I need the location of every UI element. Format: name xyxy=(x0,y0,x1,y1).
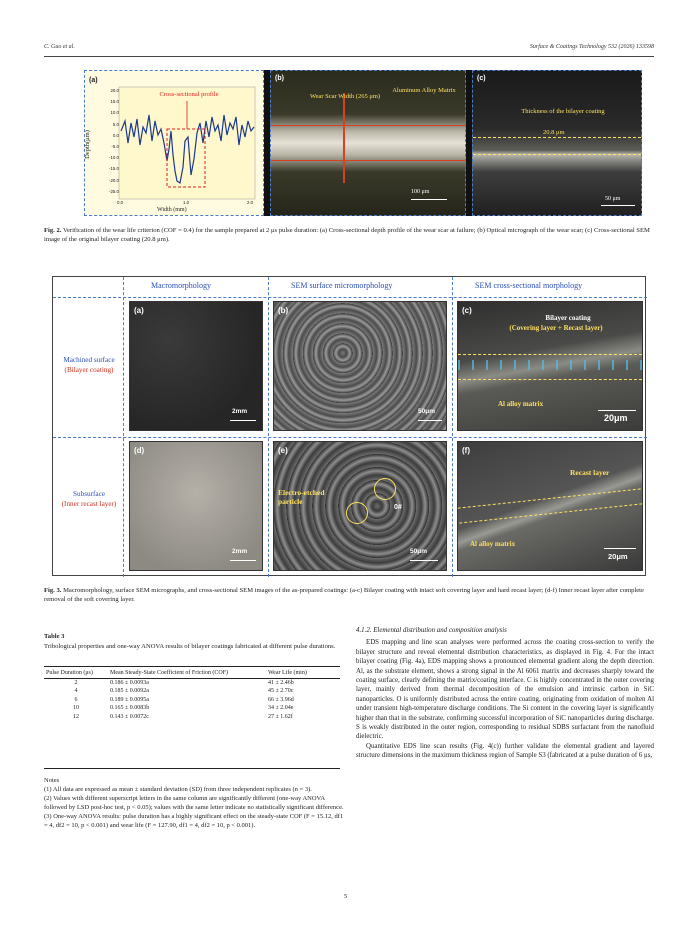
table-row xyxy=(44,713,340,721)
fig2b-aluminum-label: Aluminum Alloy Matrix xyxy=(392,87,456,94)
particle-circle xyxy=(346,502,368,524)
fig2-caption-label: Fig. 2. xyxy=(44,227,62,234)
table-header-row xyxy=(44,668,340,679)
table-row xyxy=(44,696,340,704)
fig3f-label: (f) xyxy=(462,446,470,455)
ytick: 15.0 xyxy=(110,99,119,105)
fig3a-scale-text: 2mm xyxy=(232,408,248,415)
fig2b-scalebar xyxy=(411,199,447,200)
fig2-panel-c-sem-cross-section xyxy=(472,70,642,216)
table-cell: 10 xyxy=(73,705,79,712)
paragraph: Quantitative EDS line scan results (Fig. 4(c)) further validate the elemental gradient and layered structure dimensions in the maximum thickness region of Sample S3 (fabricated at a pulse duration of 6 μs, xyxy=(356,742,654,760)
fig2c-label: (c) xyxy=(477,75,486,82)
fig2c-scale-text: 50 μm xyxy=(605,196,621,202)
fig3d-label: (d) xyxy=(134,446,145,455)
figure-2 xyxy=(84,70,642,216)
table-cell: 0.165 ± 0.0083b xyxy=(110,705,150,712)
fig3d-scalebar xyxy=(230,560,256,561)
col-header: Mean Steady-State Coefficient of Friction (COF) xyxy=(110,670,229,676)
fig3e-sem-surface-image xyxy=(273,441,447,571)
fig3e-mark: 0# xyxy=(394,504,402,511)
ytick: -10.0 xyxy=(108,155,119,161)
table-cell: 0.143 ± 0.0072c xyxy=(110,713,149,720)
fig3-divider xyxy=(53,297,647,298)
fig3-caption-label: Fig. 3. xyxy=(44,587,62,594)
fig3d-scale-text: 2mm xyxy=(232,548,248,555)
table-cell: 0.189 ± 0.0095a xyxy=(110,696,149,703)
fig3a-macro-image xyxy=(129,301,263,431)
fig2-caption xyxy=(44,226,656,244)
fig3e-label: (e) xyxy=(278,446,288,455)
table-cell: 0.185 ± 0.0092a xyxy=(110,688,149,695)
table3-label: Table 3 xyxy=(44,633,65,640)
fig2c-scalebar xyxy=(601,205,635,206)
paragraph: EDS mapping and line scan analyses were performed across the coating cross-section to verify the bilayer structure and reveal elemental distribution characteristics, as displayed in Fig. 4. For the intact bilayer coating (Fig. 4a), EDS mapping shows a pronounced elemental gradient along the depth direction. Al, as the substrate element, shows a strong signal in the Al 6061 matrix and decreases sharply toward the coating surface, clearly defining the matrix/coating interface. C is highly concentrated in the outer covering layer, mainly derived from thermal decomposition of the emulsion and intrinsic carbon in SiC nanoparticles. O is uniformly distributed across the entire coating, originating from oxidation of molten Al under transient high-temperature discharge conditions. The Si content in the covering layer is significantly higher than that in the substrate, confirming successful incorporation of SiC nanoparticles during discharge. S is weakly distributed in the outer region, corresponding to residual SDBS surfactant from the nanofluid dielectric. xyxy=(356,639,654,741)
ytick: -15.0 xyxy=(108,166,119,172)
ytick: -5.0 xyxy=(111,144,119,150)
fig3-divider xyxy=(53,437,647,438)
fig3-caption xyxy=(44,586,656,604)
table-rule xyxy=(44,666,340,667)
fig3c-label: (c) xyxy=(462,306,472,315)
note-item: (3) One-way ANOVA results: pulse duration has a highly significant effect on the steady-state COF (F = 15.12, df1 = 4, df2 = 10, p < 0.001) and wear life (F = 127.90, df1 = 4, df2 = 10, p < 0.001). xyxy=(44,813,344,829)
particle-circle xyxy=(374,478,396,500)
fig3-row2-label xyxy=(55,489,123,509)
fig3c-sem-cross-image xyxy=(457,301,643,431)
fig3f-sem-cross-image xyxy=(457,441,643,571)
fig2c-thickness-label: Thickness of the bilayer coating xyxy=(521,108,605,115)
fig2a-label: (a) xyxy=(89,77,98,84)
fig3d-macro-image xyxy=(129,441,263,571)
wear-scar-bounds xyxy=(271,125,465,161)
fig3-col-head-macro: Macromorphology xyxy=(151,281,211,290)
fig3f-recast-bounds xyxy=(458,488,643,523)
table-cell: 45 ± 2.70c xyxy=(268,688,294,695)
running-header-journal: Surface & Coatings Technology 532 (2026) 133598 xyxy=(529,44,654,50)
fig2a-xtick: 1.0 xyxy=(183,200,190,205)
ytick: -20.0 xyxy=(108,177,119,183)
fig3c-scalebar xyxy=(598,410,636,411)
table-cell: 6 xyxy=(74,696,78,703)
fig2c-thickness-value: 20.8 μm xyxy=(543,129,565,136)
ytick: 5.0 xyxy=(112,121,119,127)
table-cell: 12 xyxy=(73,713,79,720)
fig3c-layer-markers xyxy=(458,360,642,370)
fig2a-ylabel: Depth(μm) xyxy=(83,130,91,159)
running-header-authors: C. Guo et al. xyxy=(44,44,75,50)
fig2b-wear-scar-label: Wear Scar Width (265 μm) xyxy=(309,93,381,100)
table-cell: 27 ± 1.62f xyxy=(268,713,293,720)
table-cell: 34 ± 2.04e xyxy=(268,705,294,712)
fig3c-title: Bilayer coating xyxy=(545,314,591,322)
fig2c-coating-bounds xyxy=(473,137,641,155)
fig3c-sub: (Covering layer + Recast layer) xyxy=(509,324,603,332)
fig3-divider xyxy=(452,277,453,577)
table-row xyxy=(44,687,340,695)
fig3-divider xyxy=(268,277,269,577)
fig3c-matrix-label: Al alloy matrix xyxy=(498,400,544,408)
fig2a-xtick: 0.0 xyxy=(117,200,124,205)
fig3a-label: (a) xyxy=(134,306,144,315)
fig3-col-head-sem-surface: SEM surface micromorphology xyxy=(291,281,393,290)
fig3f-matrix-label: Al alloy matrix xyxy=(470,540,516,548)
col-header: Pulse Duration (μs) xyxy=(46,670,93,676)
fig2-panel-a-depth-profile xyxy=(84,70,264,216)
ytick: -25.0 xyxy=(108,188,119,194)
ytick: 20.0 xyxy=(110,88,119,93)
fig3b-label: (b) xyxy=(278,306,289,315)
section-heading: 4.1.2. Elemental distribution and composition analysis xyxy=(356,627,507,634)
fig2-caption-text: Verification of the wear life criterion (COF = 0.4) for the sample prepared at 2 μs pulse duration: (a) Cross-sectional depth profile of the wear scar at failure; (b) Optical micrograph of the wear scar; (c) Cross-sectional SEM image of the original bilayer coating (20.8 μm). xyxy=(44,227,650,244)
fig3c-scale-text: 20μm xyxy=(604,413,628,423)
table-cell: 4 xyxy=(74,688,78,695)
fig2a-annotation: Cross-sectional profile xyxy=(159,91,219,98)
fig2a-xtick: 2.0 xyxy=(247,200,254,205)
table-row xyxy=(44,704,340,712)
fig2b-label: (b) xyxy=(275,75,284,82)
page-number: 5 xyxy=(344,893,348,900)
fig3-divider xyxy=(123,277,124,577)
fig2a-yticks xyxy=(97,85,119,197)
row1-sub: (Bilayer coating) xyxy=(64,366,114,374)
fig2a-xlabel: Width (mm) xyxy=(157,207,187,213)
table3-notes xyxy=(44,776,344,830)
section-4-1-2 xyxy=(356,626,654,761)
fig3f-scale-text: 20μm xyxy=(608,552,628,561)
fig3-caption-text: Macromorphology, surface SEM micrographs, and cross-sectional SEM images of the as-prepared coatings: (a-c) Bilayer coating with intact soft covering layer and hard recast layer; (d-f) Inner recast layer after complete removal of the soft covering layer. xyxy=(44,587,644,604)
fig2b-scale-text: 100 μm xyxy=(411,189,430,195)
fig3-row1-label xyxy=(55,355,123,375)
note-item: (1) All data are expressed as mean ± standard deviation (SD) from three independent replicates (n = 3). xyxy=(44,786,312,793)
fig3e-scale-text: 50μm xyxy=(410,548,427,555)
fig2-panel-b-optical-micrograph xyxy=(270,70,466,216)
table-rule xyxy=(44,768,340,769)
wear-scar-arrow xyxy=(343,93,345,183)
col-header: Wear Life (min) xyxy=(268,670,307,676)
row1-title: Machined surface xyxy=(63,356,115,364)
notes-title: Notes xyxy=(44,777,60,784)
fig3-col-head-sem-cross: SEM cross-sectional morphology xyxy=(475,281,583,290)
header-rule xyxy=(44,56,654,57)
table-row xyxy=(44,679,340,688)
fig3b-sem-surface-image xyxy=(273,301,447,431)
fig3f-scalebar xyxy=(604,548,636,549)
table-cell: 41 ± 2.46b xyxy=(268,680,294,686)
fig3b-scale-text: 50μm xyxy=(418,408,435,415)
table-cell: 2 xyxy=(74,680,78,686)
row2-title: Subsurface xyxy=(73,490,105,498)
ytick: 10.0 xyxy=(110,110,119,116)
fig3e-particle-label: Electro-etched particle xyxy=(278,488,325,506)
table3-title: Tribological properties and one-way ANOVA results of bilayer coatings fabricated at different pulse durations. xyxy=(44,643,336,650)
table3 xyxy=(44,668,340,721)
fig3b-scalebar xyxy=(418,420,442,421)
table-cell: 66 ± 3.96d xyxy=(268,696,294,703)
figure-3 xyxy=(52,276,646,576)
ytick: 0.0 xyxy=(112,132,119,138)
fig3f-recast-label: Recast layer xyxy=(570,468,610,477)
fig3a-scalebar xyxy=(230,420,256,421)
fig3e-scalebar xyxy=(410,560,438,561)
row2-sub: (Inner recast layer) xyxy=(61,500,117,508)
table-cell: 0.186 ± 0.0093a xyxy=(110,680,149,686)
note-item: (2) Values with different superscript letters in the same column are significantly different (one-way ANOVA followed by LSD post-hoc test, p < 0.05); values with the same letter indicate no statistically significant difference. xyxy=(44,795,344,811)
